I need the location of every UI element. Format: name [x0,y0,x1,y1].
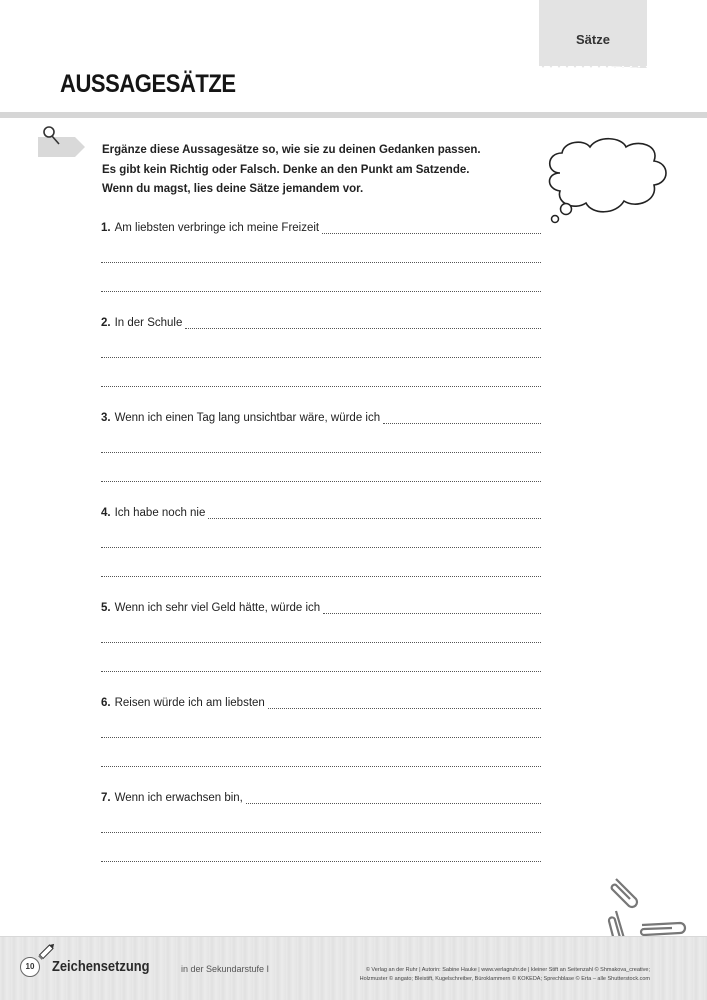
question-number: 7. [101,792,111,804]
question-item [101,695,541,767]
answer-line[interactable] [101,766,541,767]
answer-line[interactable] [101,357,541,358]
section-tab-label: Sätze [576,32,610,47]
question-item [101,505,541,577]
question-line [101,790,541,804]
answer-line[interactable] [101,262,541,263]
answer-line[interactable] [246,793,541,804]
credits-line: Holzmuster © angato; Bleistift, Kugelschreiber, Büroklammern © KOKEDA; Sprechblase © Erta – alle Shutterstock.com [359,975,650,982]
question-line [101,695,541,709]
question-text: Wenn ich sehr viel Geld hätte, würde ich [114,602,321,614]
answer-line[interactable] [101,452,541,453]
book-subtitle: in der Sekundarstufe I [181,964,270,974]
question-line [101,505,541,519]
instruction-line: Wenn du magst, lies deine Sätze jemandem vor. [102,183,364,195]
page-title: AUSSAGESÄTZE [60,70,236,98]
answer-line[interactable] [101,737,541,738]
question-text: Reisen würde ich am liebsten [114,697,265,709]
pushpin-icon [37,125,89,161]
question-text: In der Schule [114,317,183,329]
question-line [101,220,541,234]
question-item [101,220,541,292]
answer-line[interactable] [268,698,541,709]
answer-line[interactable] [101,832,541,833]
answer-line[interactable] [101,386,541,387]
answer-line[interactable] [101,547,541,548]
question-number: 3. [101,412,111,424]
question-number: 2. [101,317,111,329]
question-number: 5. [101,602,111,614]
question-line [101,315,541,329]
page-number: 10 [20,957,40,977]
answer-line[interactable] [383,413,541,424]
answer-line[interactable] [185,318,541,329]
question-line [101,410,541,424]
question-item [101,315,541,387]
answer-line[interactable] [101,671,541,672]
answer-line[interactable] [323,603,541,614]
instructions [102,141,522,200]
answer-line[interactable] [101,291,541,292]
question-text: Wenn ich einen Tag lang unsichtbar wäre, würde ich [114,412,381,424]
credits [350,966,650,983]
question-item [101,600,541,672]
thought-bubble-icon [540,135,675,227]
question-line [101,600,541,614]
question-text: Ich habe noch nie [114,507,206,519]
instruction-line: Es gibt kein Richtig oder Falsch. Denke an den Punkt am Satzende. [102,163,470,176]
question-text: Wenn ich erwachsen bin, [114,792,243,804]
question-number: 1. [101,222,111,234]
instruction-line: Ergänze diese Aussagesätze so, wie sie zu deinen Gedanken passen. [102,144,481,156]
answer-line[interactable] [101,576,541,577]
question-text: Am liebsten verbringe ich meine Freizeit [114,222,320,234]
credits-line: © Verlag an der Ruhr | Autorin: Sabine Hauke | www.verlagruhr.de | kleiner Stift an Seitenzahl © Shmakova_creative; [365,967,650,973]
answer-line[interactable] [101,481,541,482]
book-title: Zeichensetzung [52,958,150,975]
title-divider [0,112,707,118]
answer-line[interactable] [322,223,541,234]
tab-zigzag-edge [539,62,647,70]
question-item [101,790,541,862]
question-number: 6. [101,697,111,709]
question-number: 4. [101,507,111,519]
answer-line[interactable] [101,861,541,862]
question-item [101,410,541,482]
answer-line[interactable] [101,642,541,643]
section-tab [539,0,647,66]
answer-line[interactable] [208,508,541,519]
